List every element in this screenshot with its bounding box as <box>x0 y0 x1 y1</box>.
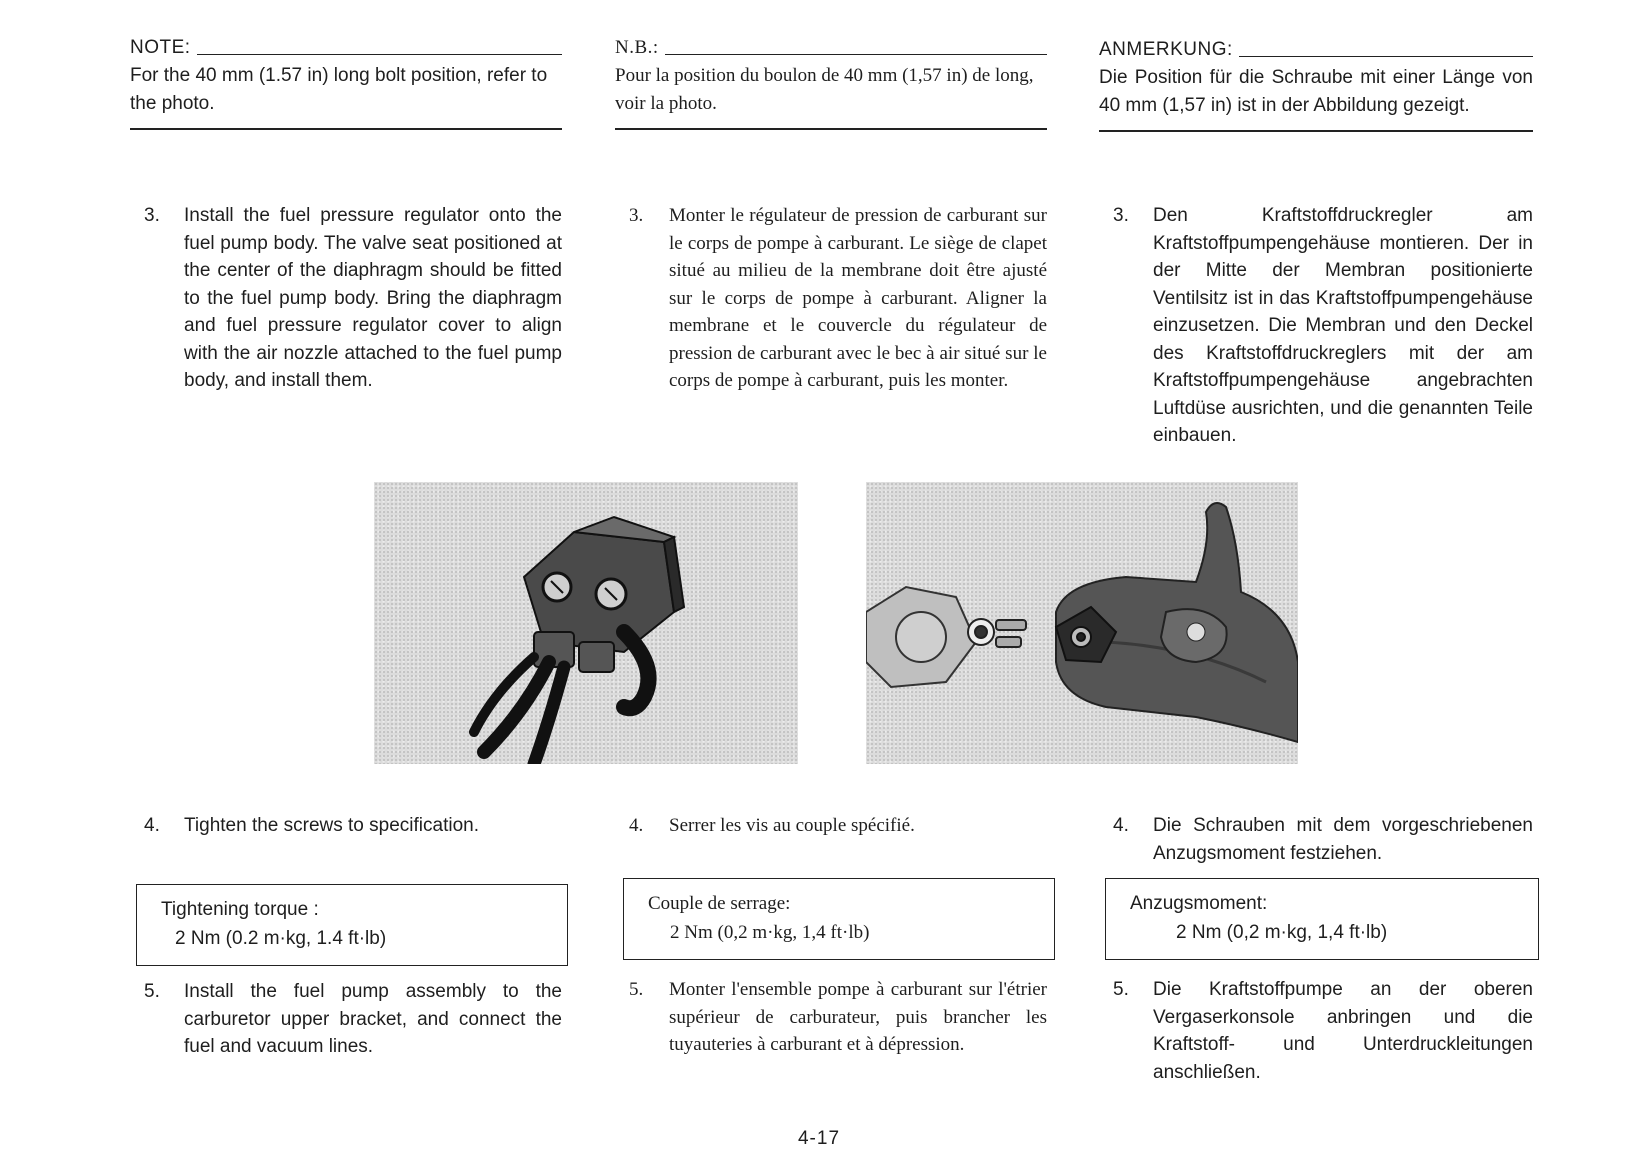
divider <box>1099 130 1533 132</box>
divider <box>665 54 1047 55</box>
note-english <box>130 34 562 130</box>
spec-label: Couple de serrage: <box>648 893 791 914</box>
spec-value: 2 Nm (0,2 m·kg, 1,4 ft·lb) <box>1176 922 1388 943</box>
step-text: Install the fuel pump assembly to the carburetor upper bracket, and connect the fuel and vacuum lines. <box>184 981 562 1057</box>
step-3-french <box>615 202 1047 395</box>
note-text: Die Position für die Schraube mit einer Länge von 40 mm (1,57 in) ist in der Abbildung gezeigt. <box>1099 67 1533 116</box>
step-5-german <box>1099 976 1533 1086</box>
spec-label: Tightening torque : <box>161 899 319 920</box>
step-text: Install the fuel pressure regulator onto the fuel pump body. The valve seat positioned at the center of the diaphragm should be fitted to the fuel pump body. Bring the diaphragm and fuel pressure regulator cover to align with the air nozzle attached to the fuel pump body, and install them. <box>184 205 562 391</box>
step-number: 3. <box>144 205 160 226</box>
step-text: Monter l'ensemble pompe à carburant sur l'étrier supérieur de carburateur, puis brancher les tuyauteries à carburant et à dépression. <box>669 979 1047 1055</box>
divider <box>197 54 562 55</box>
page-number: 4-17 <box>797 1128 841 1149</box>
step-4-english <box>130 812 562 840</box>
divider <box>615 128 1047 130</box>
regulator-illustration <box>866 482 1298 764</box>
step-5-english <box>130 978 562 1061</box>
valve-seat <box>968 619 1026 647</box>
step-number: 5. <box>1113 979 1129 1000</box>
step-number: 3. <box>629 205 644 226</box>
note-text: For the 40 mm (1.57 in) long bolt position, refer to the photo. <box>130 65 548 114</box>
step-text: Monter le régulateur de pression de carburant sur le corps de pompe à carburant. Le siège de clapet situé au milieu de la membrane doit être ajusté sur le corps de pompe à carburant. Aligner la membrane et le couvercle du régulateur de pression de carburant avec le bec à air situé sur le corps de pompe à carburant, puis les monter. <box>669 205 1047 391</box>
step-text: Die Kraftstoffpumpe an der oberen Vergaserkonsole anbringen und die Kraftstoff- und Unterdruckleitungen anschließen. <box>1153 979 1533 1083</box>
divider <box>1239 56 1533 57</box>
step-number: 4. <box>629 815 644 836</box>
photo-regulator-in-hand <box>866 482 1298 764</box>
spec-box-french <box>623 878 1055 960</box>
note-label: N.B.: <box>615 37 659 58</box>
divider <box>130 128 562 130</box>
regulator-cover <box>866 587 976 687</box>
step-3-german <box>1099 202 1533 450</box>
photo-fuel-pump-assembly <box>374 482 798 764</box>
spec-box-german <box>1105 878 1539 960</box>
step-number: 4. <box>1113 815 1129 836</box>
step-number: 3. <box>1113 205 1129 226</box>
note-german <box>1099 36 1533 132</box>
step-text: Den Kraftstoffdruckregler am Kraftstoffpumpengehäuse montieren. Der in der Mitte der Membran positionierte Ventilsitz ist in das Kraftstoffpumpengehäuse einzusetzen. Die Membran und den Deckel des Kraftstoffdruckreglers mit der am Kraftstoffpumpengehäuse angebrachten Luftdüse ausrichten, und die genannten Teile einbauen. <box>1153 205 1533 446</box>
spec-value: 2 Nm (0,2 m·kg, 1,4 ft·lb) <box>670 922 870 943</box>
step-text: Die Schrauben mit dem vorgeschriebenen Anzugsmoment festziehen. <box>1153 815 1533 864</box>
step-3-english <box>130 202 562 395</box>
spec-box-english <box>136 884 568 966</box>
step-4-german <box>1099 812 1533 867</box>
spec-label: Anzugsmoment: <box>1130 893 1268 914</box>
step-number: 5. <box>144 981 160 1002</box>
step-number: 4. <box>144 815 160 836</box>
step-text: Serrer les vis au couple spécifié. <box>669 815 915 836</box>
step-4-french <box>615 812 1047 840</box>
note-text: Pour la position du boulon de 40 mm (1,57 in) de long, voir la photo. <box>615 65 1034 114</box>
step-5-french <box>615 976 1047 1059</box>
spec-value: 2 Nm (0.2 m·kg, 1.4 ft·lb) <box>175 928 387 949</box>
note-label: NOTE: <box>130 37 191 58</box>
fuel-pump-illustration <box>374 482 798 764</box>
note-label: ANMERKUNG: <box>1099 39 1233 60</box>
note-french <box>615 34 1047 130</box>
step-text: Tighten the screws to specification. <box>184 815 479 836</box>
step-number: 5. <box>629 979 644 1000</box>
